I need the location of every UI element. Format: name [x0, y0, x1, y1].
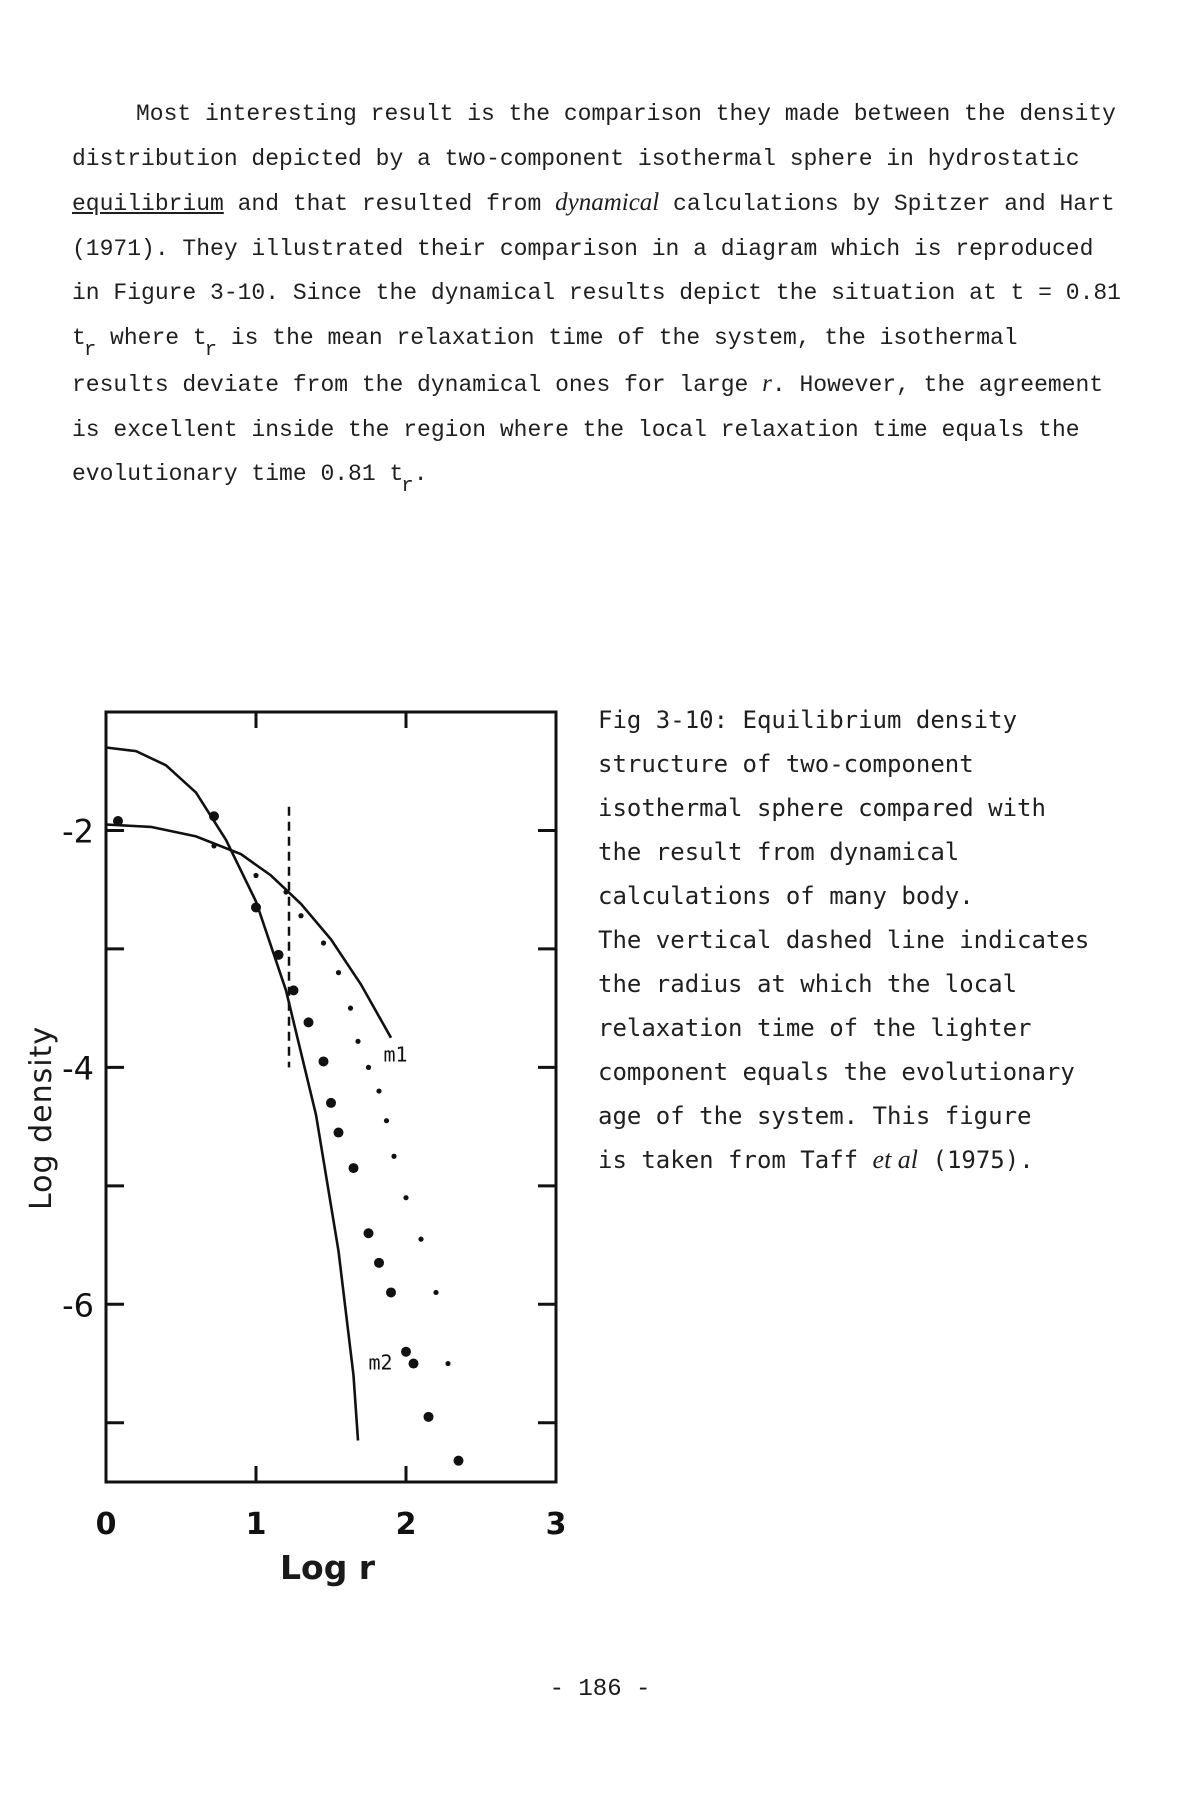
caption-line: relaxation time of the lighter — [598, 1014, 1032, 1042]
caption-line: the radius at which the local — [598, 970, 1018, 998]
italic-word: r — [762, 370, 772, 397]
caption-line: Fig 3-10: Equilibrium density — [598, 706, 1018, 734]
paragraph-text: t — [72, 324, 86, 351]
italic-text: et al — [872, 1145, 919, 1174]
data-point-m1 — [403, 1195, 408, 1200]
caption-line: structure of two-component — [598, 750, 974, 778]
data-point-m1 — [253, 873, 258, 878]
caption-text: (1975). — [918, 1146, 1034, 1174]
y-axis-label: Log density — [24, 1025, 59, 1210]
paragraph-text: is the mean relaxation time of the system, the isothermal — [217, 324, 1018, 351]
data-point-m2 — [251, 902, 261, 912]
paragraph-line — [72, 452, 1182, 499]
subscript: r — [204, 338, 218, 362]
caption-line: The vertical dashed line indicates — [598, 926, 1090, 954]
x-axis-label: Log r — [280, 1548, 376, 1587]
data-point-m2 — [386, 1287, 396, 1297]
data-point-m1 — [298, 913, 303, 918]
caption-line: calculations of many body. — [598, 882, 974, 910]
paragraph-line: is excellent inside the region where the local relaxation time equals the — [72, 416, 1080, 443]
paragraph-line — [72, 362, 1182, 408]
subscript: r — [83, 338, 97, 362]
curve-m2 — [106, 748, 358, 1441]
paragraph-text: and that resulted from — [223, 191, 556, 217]
paragraph-line — [72, 316, 1182, 363]
subscript: r — [401, 475, 414, 499]
series-label-m1: m1 — [383, 1042, 408, 1067]
paragraph-line — [72, 181, 1182, 227]
caption-text: is taken from Taff — [598, 1146, 873, 1174]
figure-caption — [598, 698, 1198, 1182]
paragraph-text: evolutionary time 0.81 t — [72, 461, 404, 487]
data-point-m2 — [409, 1359, 419, 1369]
plot-frame — [106, 712, 556, 1482]
data-point-m2 — [334, 1128, 344, 1138]
paragraph-line: distribution depicted by a two-component isothermal sphere in hydrostatic — [72, 145, 1080, 172]
data-point-m2 — [374, 1258, 384, 1268]
data-point-m2 — [401, 1347, 411, 1357]
data-point-m1 — [445, 1361, 450, 1366]
paragraph-line: Most interesting result is the comparison they made between the density — [136, 101, 1116, 127]
data-point-m1 — [384, 1118, 389, 1123]
y-tick-label: -4 — [62, 1049, 94, 1088]
data-point-m2 — [349, 1163, 359, 1173]
series-label-m2: m2 — [368, 1350, 393, 1375]
x-tick-label: 0 — [95, 1507, 117, 1542]
curve-m1 — [106, 825, 391, 1038]
data-point-m1 — [336, 970, 341, 975]
data-point-m2 — [364, 1228, 374, 1238]
paragraph-text: . However, the agreement — [771, 372, 1104, 398]
underlined-word: equilibrium — [72, 191, 224, 217]
y-tick-label: -6 — [62, 1286, 94, 1325]
caption-line: the result from dynamical — [598, 838, 960, 866]
data-point-m1 — [283, 889, 288, 894]
y-tick-label: -2 — [62, 812, 94, 851]
paragraph-line: (1971). They illustrated their comparison in a diagram which is reproduced — [72, 235, 1094, 262]
paragraph-text: calculations by Spitzer and Hart — [659, 191, 1115, 217]
data-point-m2 — [304, 1017, 314, 1027]
caption-line: component equals the evolutionary — [598, 1058, 1075, 1086]
data-point-m1 — [366, 1065, 371, 1070]
page-number: - 186 - — [549, 1676, 651, 1703]
data-point-m1 — [321, 940, 326, 945]
data-point-m2 — [454, 1456, 464, 1466]
x-tick-label: 2 — [395, 1507, 417, 1542]
paragraph-text: . — [413, 461, 428, 487]
figure-3-10 — [0, 680, 600, 1620]
data-point-m2 — [424, 1412, 434, 1422]
x-tick-label: 1 — [245, 1507, 267, 1542]
data-point-m1 — [391, 1154, 396, 1159]
paragraph-text: results deviate from the dynamical ones for large — [72, 372, 763, 398]
paragraph-line: in Figure 3-10. Since the dynamical results depict the situation at t = 0.81 — [72, 280, 1121, 306]
data-point-m1 — [418, 1237, 423, 1242]
x-tick-label: 3 — [545, 1507, 567, 1542]
body-paragraph — [72, 92, 1182, 499]
data-point-m2 — [326, 1098, 336, 1108]
paragraph-text: where t — [96, 324, 207, 351]
data-point-m2 — [209, 811, 219, 821]
caption-line: isothermal sphere compared with — [598, 794, 1046, 822]
data-point-m1 — [211, 843, 216, 848]
data-point-m1 — [376, 1088, 381, 1093]
data-point-m2 — [274, 950, 284, 960]
data-point-m2 — [113, 816, 123, 826]
data-point-m1 — [348, 1006, 353, 1011]
density-chart — [0, 680, 600, 1620]
data-point-m1 — [355, 1039, 360, 1044]
data-point-m2 — [319, 1056, 329, 1066]
caption-line — [598, 1138, 1198, 1182]
data-point-m1 — [433, 1290, 438, 1295]
italic-word: dynamical — [555, 189, 660, 216]
caption-line: age of the system. This figure — [598, 1102, 1032, 1130]
data-point-m2 — [289, 985, 299, 995]
